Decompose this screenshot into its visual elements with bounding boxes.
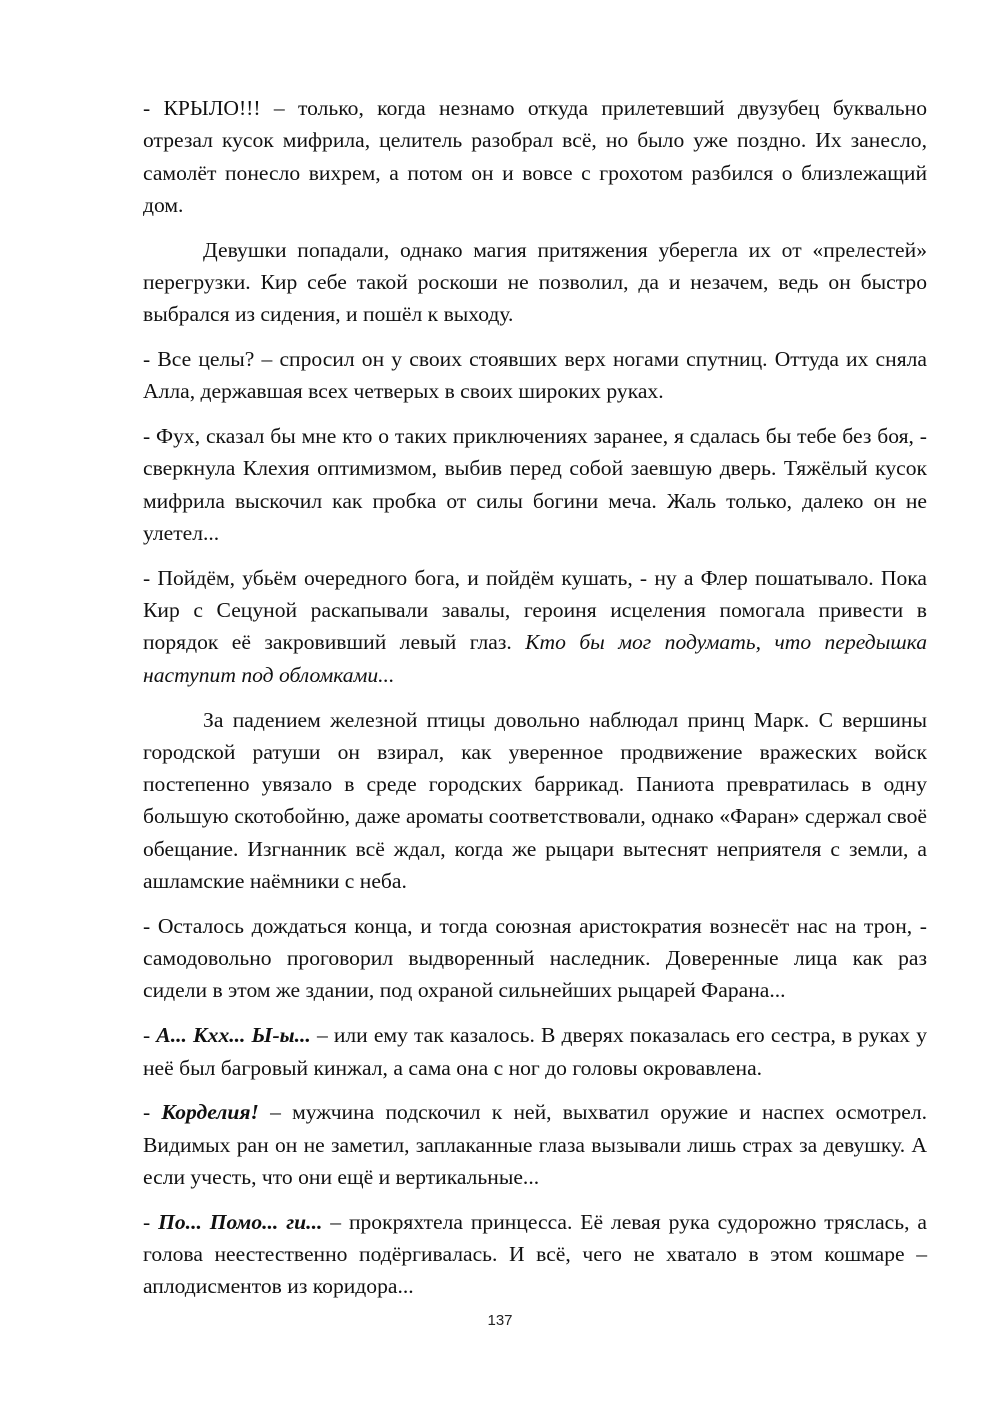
paragraph: - КРЫЛО!!! – только, когда незнамо откуда прилетевший двузубец буквально отрезал кусок мифрила, целитель разобрал всё, но было уже поздно. Их занесло, самолёт понесло вихрем, а потом он и вовсе с грохотом разбился о близлежащий дом. [143,96,927,217]
emphasized-speech: По... Помо... ги... [158,1209,323,1234]
paragraph-text: – мужчина подскочил к ней, выхватил оружие и наспех осмотрел. Видимых ран он не заметил, заплаканные глаза вызывали лишь страх за девушку. А если учесть, что они ещё и вертикальные... [143,1100,927,1189]
paragraph: Девушки попадали, однако магия притяжения уберегла их от «прелестей» перегрузки. Кир себе такой роскоши не позволил, да и незачем, ведь он быстро выбрался из сидения, и пошёл к выходу. [143,237,927,327]
emphasized-speech: Корделия! [161,1100,259,1125]
paragraph-text: – прокряхтела принцесса. Её левая рука судорожно тряслась, а голова неестественно подёргивалась. И всё, чего не хватало в этом кошмаре – аплодисментов из коридора... [143,1209,927,1299]
italic-thought: Кто бы мог подумать, что передышка наступит под обломками... [143,630,927,687]
dash: - [143,1100,162,1125]
paragraph-text: - Пойдём, убьём очередного бога, и пойдём кушать, - ну а Флер пошатывало. Пока Кир с Сецуной раскапывали завалы, героиня исцеления помогала привести в порядок её закровивший левый глаз. [143,565,927,655]
paragraph [143,1206,927,1303]
page-number: 137 [487,1312,513,1329]
paragraph [143,1019,927,1084]
page-body [143,92,927,1315]
paragraph: За падением железной птицы довольно наблюдал принц Марк. С вершины городской ратуши он взирал, как уверенное продвижение вражеских войск постепенно увязало в среде городских баррикад. Паниота превратилась в одну большую скотобойню, даже ароматы соответствовали, однако «Фаран» сдержал своё обещание. Изгнанник всё ждал, когда же рыцари вытеснят неприятеля с земли, а ашламские наёмники с неба. [143,707,927,894]
paragraph [143,562,927,691]
paragraph [143,1096,927,1193]
paragraph: - Осталось дождаться конца, и тогда союзная аристократия вознесёт нас на трон, - самодовольно проговорил выдворенный наследник. Доверенные лица как раз сидели в этом же здании, под охраной сильнейших рыцарей Фарана... [143,913,927,1003]
emphasized-speech: А... Кхх... Ы-ы... [156,1023,311,1048]
dash: - [143,1023,157,1048]
paragraph: - Все целы? – спросил он у своих стоявших верх ногами спутниц. Оттуда их сняла Алла, державшая всех четверых в своих широких руках. [143,347,927,404]
dash: - [143,1209,159,1234]
paragraph-text: – или ему так казалось. В дверях показалась его сестра, в руках у неё был багровый кинжал, а сама она с ног до головы окровавлена. [143,1023,928,1080]
paragraph: - Фух, сказал бы мне кто о таких приключениях заранее, я сдалась бы тебе без боя, - сверкнула Клехия оптимизмом, выбив перед собой заевшую дверь. Тяжёлый кусок мифрила выскочил как пробка от силы богини меча. Жаль только, далеко он не улетел... [143,424,927,546]
